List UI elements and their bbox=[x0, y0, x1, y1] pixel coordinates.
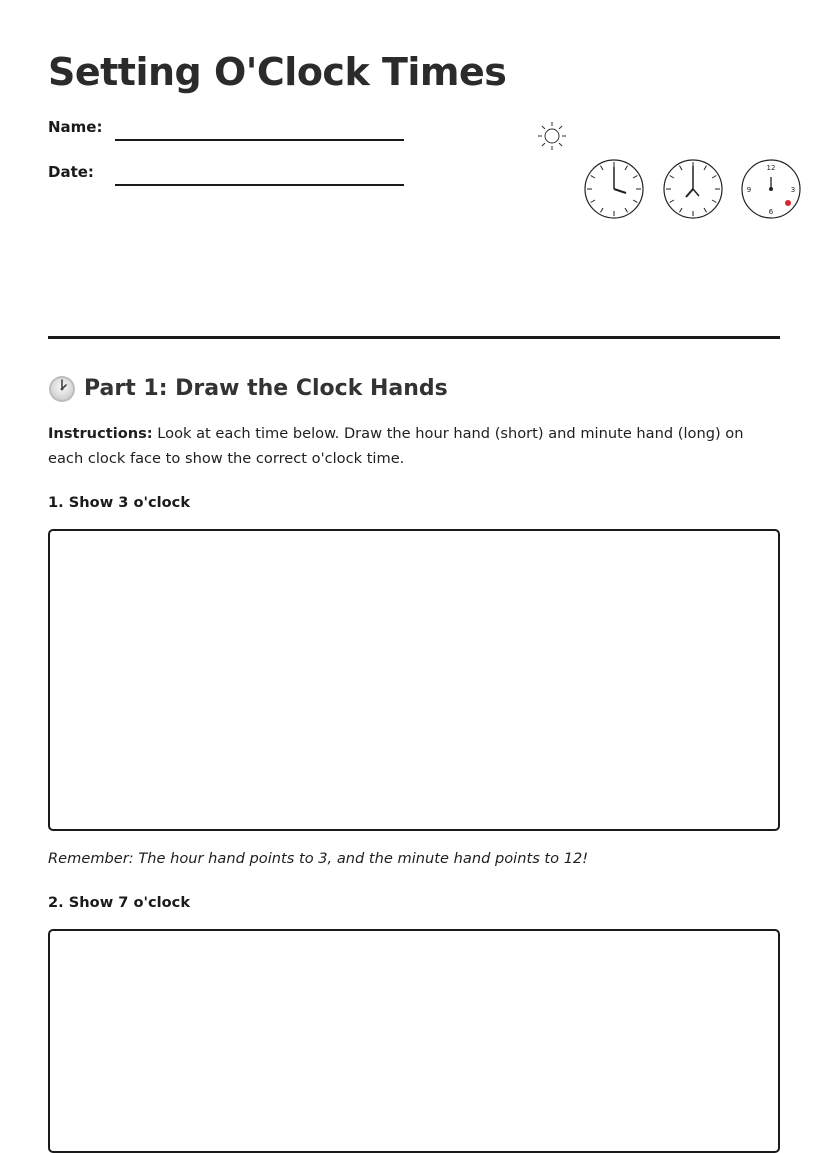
question-2-label: 2. Show 7 o'clock bbox=[48, 894, 191, 911]
question-1-drawing-box[interactable] bbox=[48, 529, 780, 831]
worksheet-page bbox=[48, 0, 796, 1118]
question-2-drawing-box[interactable] bbox=[48, 929, 780, 1153]
instructions bbox=[48, 421, 780, 471]
sun-icon bbox=[538, 122, 566, 150]
clock-numbered-icon bbox=[742, 160, 800, 218]
clock-7-oclock-icon bbox=[664, 160, 722, 218]
question-1-hint: Remember: The hour hand points to 3, and the minute hand points to 12! bbox=[48, 850, 589, 867]
part1-heading bbox=[48, 372, 448, 406]
clock-number-label: 12 bbox=[766, 164, 776, 172]
date-label: Date: bbox=[48, 163, 94, 181]
clock-3-oclock-icon bbox=[585, 160, 643, 218]
date-field[interactable] bbox=[48, 162, 408, 192]
instructions-text: Look at each time below. Draw the hour hand (short) and minute hand (long) on each clock face to show the correct o'clock time. bbox=[48, 425, 744, 467]
clock-number-label: 6 bbox=[768, 208, 774, 216]
name-field[interactable] bbox=[48, 117, 408, 147]
clocks-illustration bbox=[534, 118, 796, 228]
part1-heading-text: Part 1: Draw the Clock Hands bbox=[84, 376, 448, 401]
name-label: Name: bbox=[48, 118, 103, 136]
instructions-label: Instructions: bbox=[48, 425, 153, 442]
page-title: Setting O'Clock Times bbox=[48, 50, 507, 94]
clock-face-icon bbox=[48, 375, 76, 403]
name-write-line[interactable] bbox=[115, 139, 404, 141]
date-write-line[interactable] bbox=[115, 184, 404, 186]
clock-number-label: 3 bbox=[790, 186, 796, 194]
section-divider bbox=[48, 336, 780, 339]
question-1-label: 1. Show 3 o'clock bbox=[48, 494, 191, 511]
clock-number-label: 9 bbox=[746, 186, 752, 194]
